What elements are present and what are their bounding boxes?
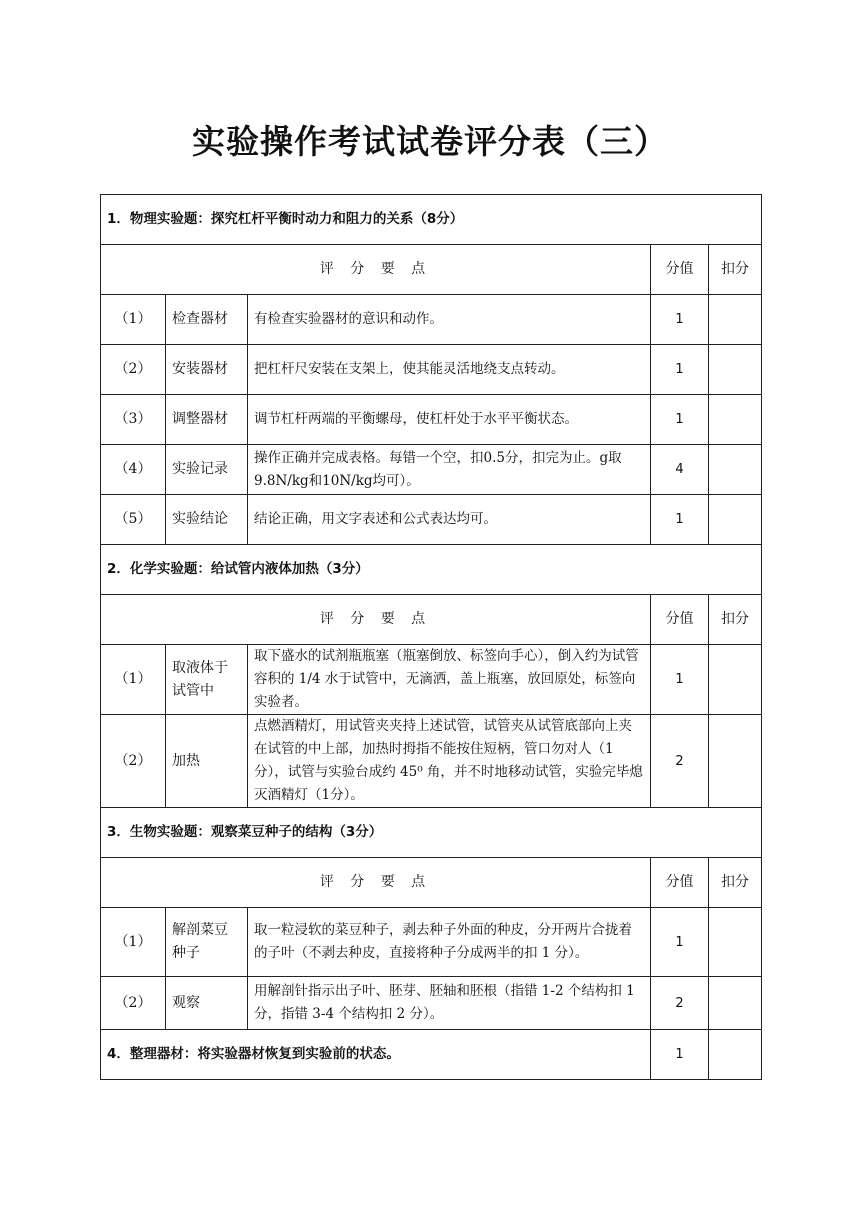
- deduction-cell[interactable]: [709, 445, 762, 495]
- row-index: （1）: [101, 908, 166, 977]
- deduct-header: 扣分: [709, 858, 762, 908]
- table-row: [101, 445, 762, 495]
- table-row: [101, 977, 762, 1030]
- deduction-cell[interactable]: [709, 295, 762, 345]
- row-index: （5）: [101, 495, 166, 545]
- deduction-cell[interactable]: [709, 977, 762, 1030]
- header-row: [101, 245, 762, 295]
- row-item: 实验结论: [166, 495, 248, 545]
- page-title: 实验操作考试试卷评分表（三）: [192, 122, 668, 161]
- score-header: 分值: [651, 595, 709, 645]
- final-heading: 4．整理器材：将实验器材恢复到实验前的状态。: [101, 1030, 651, 1080]
- table-row: [101, 345, 762, 395]
- section-1-heading: 1．物理实验题：探究杠杆平衡时动力和阻力的关系（8分）: [101, 195, 762, 245]
- deduction-cell[interactable]: [709, 1030, 762, 1080]
- row-description: 把杠杆尺安装在支架上，使其能灵活地绕支点转动。: [248, 345, 651, 395]
- deduction-cell[interactable]: [709, 715, 762, 808]
- table-row: [101, 715, 762, 808]
- row-score: 2: [651, 715, 709, 808]
- deduct-header: 扣分: [709, 595, 762, 645]
- row-score: 1: [651, 908, 709, 977]
- row-index: （2）: [101, 977, 166, 1030]
- row-index: （1）: [101, 295, 166, 345]
- table-row: [101, 495, 762, 545]
- scoring-table: [100, 194, 762, 1080]
- deduction-cell[interactable]: [709, 645, 762, 715]
- row-score: 1: [651, 495, 709, 545]
- row-description: 用解剖针指示出子叶、胚芽、胚轴和胚根（指错 1-2 个结构扣 1 分，指错 3-4 个结构扣 2 分）。: [248, 977, 651, 1030]
- row-index: （2）: [101, 345, 166, 395]
- header-row: [101, 595, 762, 645]
- deduction-cell[interactable]: [709, 908, 762, 977]
- points-header: 评 分 要 点: [101, 595, 651, 645]
- table-row: [101, 908, 762, 977]
- row-description: 有检查实验器材的意识和动作。: [248, 295, 651, 345]
- row-item: 观察: [166, 977, 248, 1030]
- points-header: 评 分 要 点: [101, 245, 651, 295]
- row-index: （1）: [101, 645, 166, 715]
- row-description: 取一粒浸软的菜豆种子，剥去种子外面的种皮，分开两片合拢着的子叶（不剥去种皮，直接将种子分成两半的扣 1 分）。: [248, 908, 651, 977]
- row-score: 2: [651, 977, 709, 1030]
- row-item: 调整器材: [166, 395, 248, 445]
- deduction-cell[interactable]: [709, 495, 762, 545]
- deduction-cell[interactable]: [709, 395, 762, 445]
- row-item: 解剖菜豆种子: [166, 908, 248, 977]
- row-item: 实验记录: [166, 445, 248, 495]
- row-description: 取下盛水的试剂瓶瓶塞（瓶塞倒放、标签向手心），倒入约为试管容积的 1/4 水于试管中，无滴洒，盖上瓶塞，放回原处，标签向实验者。: [248, 645, 651, 715]
- row-item: 检查器材: [166, 295, 248, 345]
- row-item: 取液体于试管中: [166, 645, 248, 715]
- row-index: （2）: [101, 715, 166, 808]
- score-header: 分值: [651, 245, 709, 295]
- section-heading-row: [101, 195, 762, 245]
- row-score: 4: [651, 445, 709, 495]
- section-heading-row: [101, 545, 762, 595]
- row-item: 加热: [166, 715, 248, 808]
- row-index: （4）: [101, 445, 166, 495]
- final-score: 1: [651, 1030, 709, 1080]
- section-2-heading: 2．化学实验题：给试管内液体加热（3分）: [101, 545, 762, 595]
- row-item: 安装器材: [166, 345, 248, 395]
- row-score: 1: [651, 295, 709, 345]
- row-description: 结论正确，用文字表述和公式表达均可。: [248, 495, 651, 545]
- row-score: 1: [651, 345, 709, 395]
- section-heading-row: [101, 808, 762, 858]
- points-header: 评 分 要 点: [101, 858, 651, 908]
- row-description: 点燃酒精灯，用试管夹夹持上述试管，试管夹从试管底部向上夹在试管的中上部，加热时拇指不能按住短柄，管口勿对人（1分），试管与实验台成约 45⁰ 角，并不时地移动试管，实验完毕熄灭酒精灯（1分）。: [248, 715, 651, 808]
- row-description: 调节杠杆两端的平衡螺母，使杠杆处于水平平衡状态。: [248, 395, 651, 445]
- deduct-header: 扣分: [709, 245, 762, 295]
- table-row: [101, 645, 762, 715]
- score-header: 分值: [651, 858, 709, 908]
- deduction-cell[interactable]: [709, 345, 762, 395]
- table-row: [101, 395, 762, 445]
- row-score: 1: [651, 395, 709, 445]
- row-score: 1: [651, 645, 709, 715]
- row-index: （3）: [101, 395, 166, 445]
- section-3-heading: 3．生物实验题：观察菜豆种子的结构（3分）: [101, 808, 762, 858]
- final-row: [101, 1030, 762, 1080]
- row-description: 操作正确并完成表格。每错一个空，扣0.5分，扣完为止。g取9.8N/kg和10N/kg均可）。: [248, 445, 651, 495]
- table-row: [101, 295, 762, 345]
- header-row: [101, 858, 762, 908]
